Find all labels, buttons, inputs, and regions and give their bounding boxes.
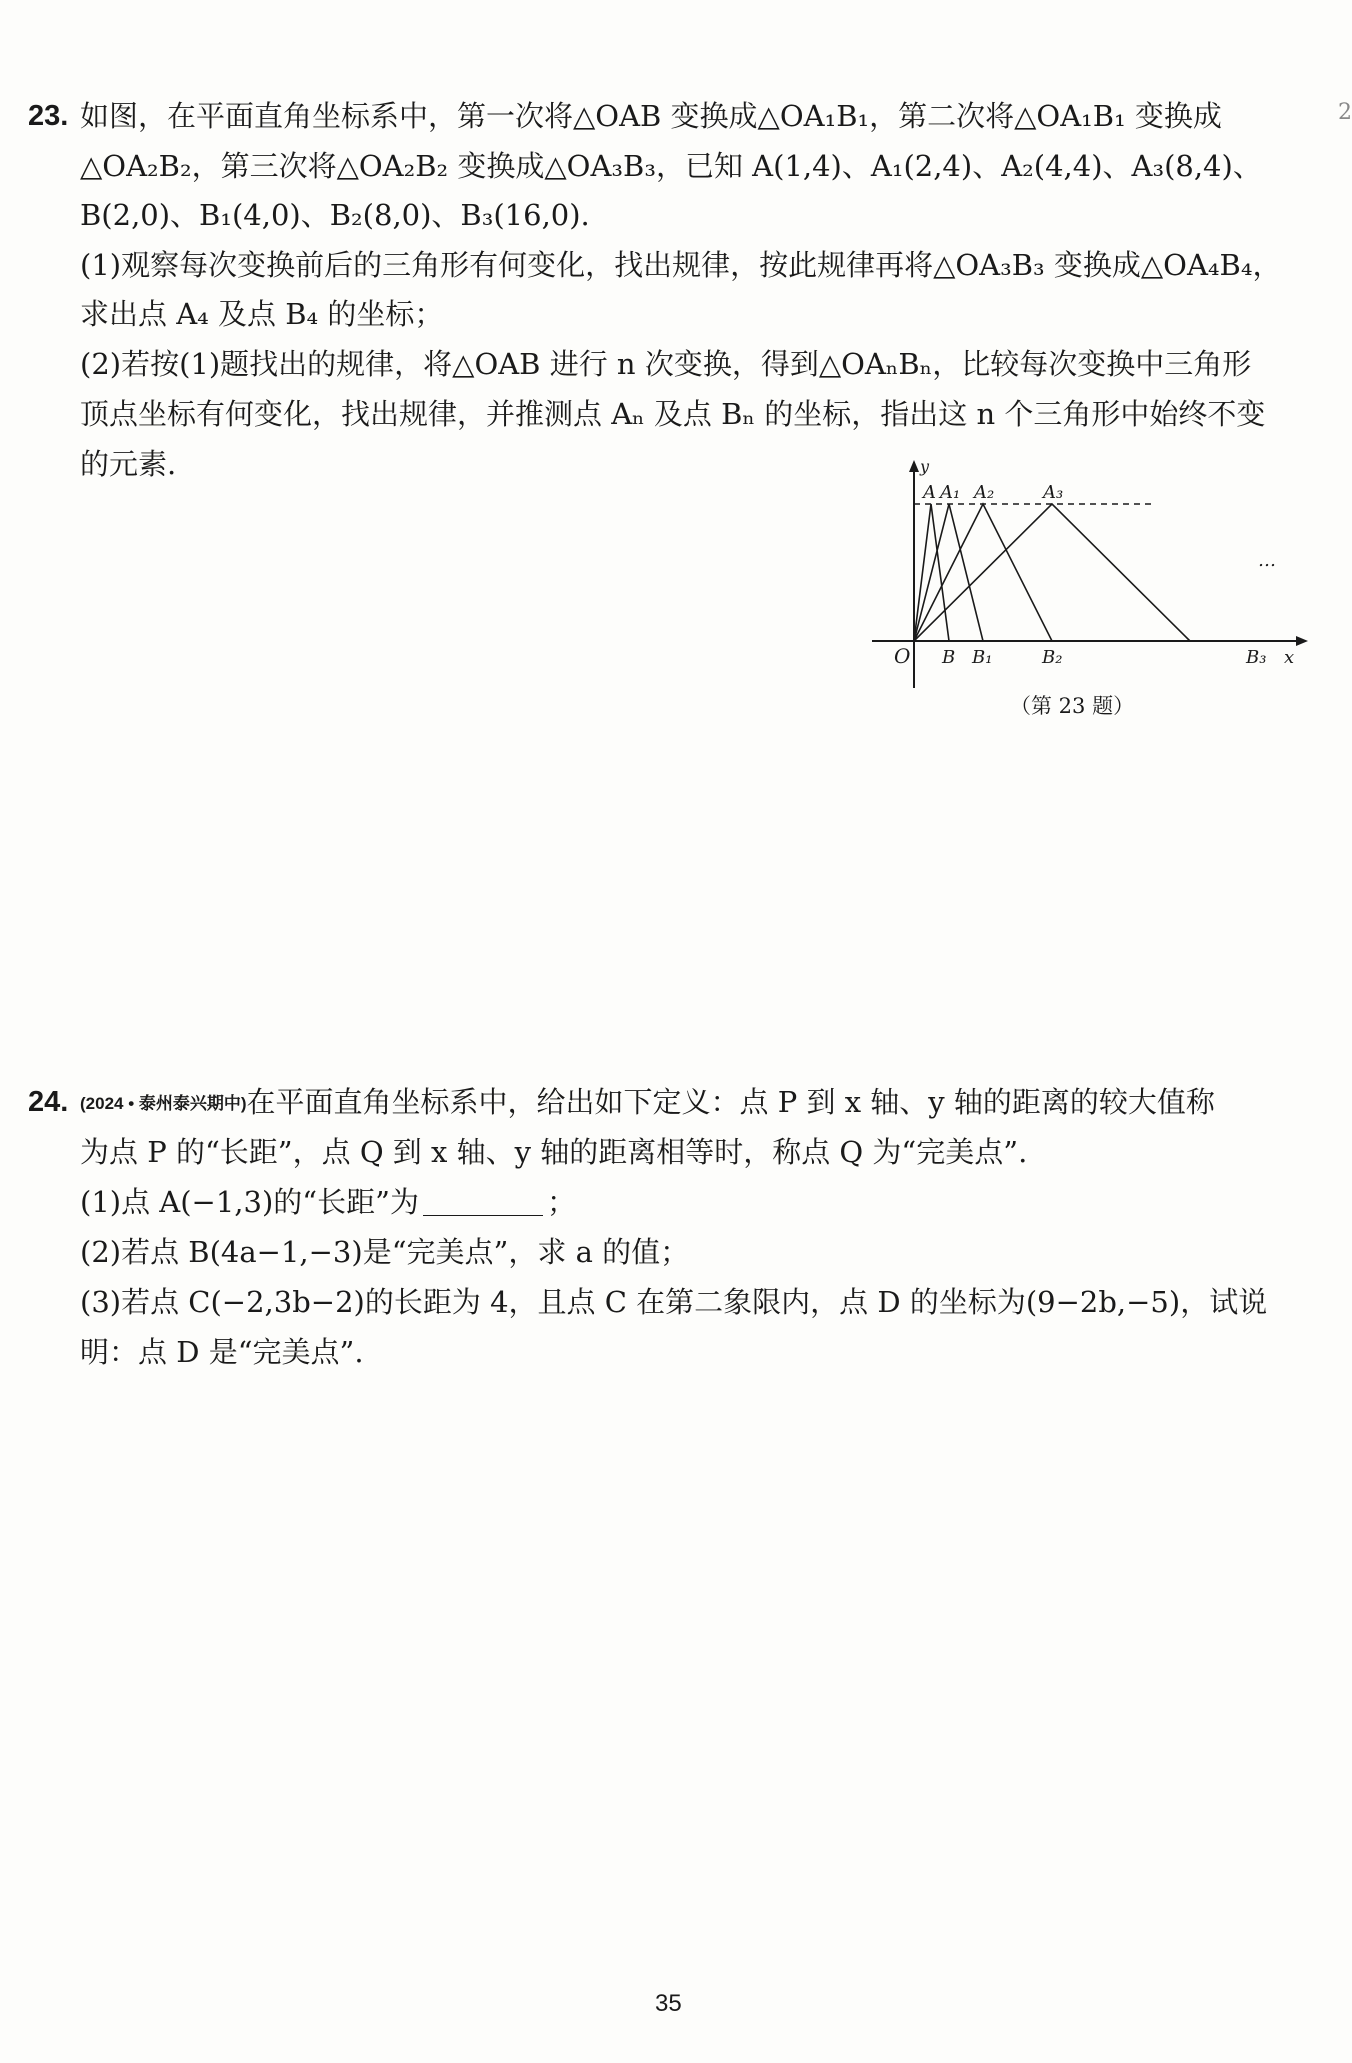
q23-part2-line-3: 的元素. (80, 447, 177, 481)
q23-line-3: B(2,0)、B₁(4,0)、B₂(8,0)、B₃(16,0). (80, 198, 590, 232)
q24-part2: (2)若点 B(4a−1,−3)是“完美点”，求 a 的值； (80, 1235, 690, 1269)
q23-line-2: △OA₂B₂，第三次将△OA₂B₂ 变换成△OA₃B₃，已知 A(1,4)、A₁(2,4)、A₂(4,4)、A₃(8,4)、 (80, 149, 1262, 183)
label-B2: B₂ (1042, 647, 1063, 668)
q24-part1-end: ； (546, 1185, 576, 1219)
q23-part1-line-2: 求出点 A₄ 及点 B₄ 的坐标； (80, 297, 444, 331)
label-B3: B₃ (1246, 647, 1267, 668)
label-A1: A₁ (940, 482, 961, 503)
q24-part3-line-1: (3)若点 C(−2,3b−2)的长距为 4，且点 C 在第二象限内，点 D 的坐标为(9−2b,−5)，试说 (80, 1285, 1268, 1319)
q23-part2-line-2: 顶点坐标有何变化，找出规律，并推测点 Aₙ 及点 Bₙ 的坐标，指出这 n 个三角形中始终不变 (80, 397, 1266, 431)
triangle-OA3B3 (914, 504, 1190, 641)
q24-line-1 (80, 1082, 1215, 1124)
q23-coordinate-figure (868, 458, 1313, 688)
y-axis-arrow (909, 460, 919, 472)
q23-line-1: 如图，在平面直角坐标系中，第一次将△OAB 变换成△OA₁B₁，第二次将△OA₁B₁ 变换成 (80, 99, 1222, 133)
answer-blank[interactable] (423, 1187, 543, 1216)
q24-part1-text: (1)点 A(−1,3)的“长距”为 (80, 1185, 419, 1219)
label-B1: B₁ (972, 647, 993, 668)
q24-part1 (80, 1182, 576, 1222)
label-ellipsis: … (1258, 550, 1276, 571)
page-number: 35 (655, 1990, 682, 2017)
x-axis-arrow (1296, 636, 1308, 646)
q23-part1-line-1: (1)观察每次变换前后的三角形有何变化，找出规律，按此规律再将△OA₃B₃ 变换成△OA₄B₄， (80, 248, 1282, 282)
q24-part3-line-2: 明：点 D 是“完美点”. (80, 1335, 364, 1369)
label-B: B (942, 647, 956, 668)
label-O: O (894, 644, 911, 668)
label-x: x (1284, 647, 1295, 668)
q24-line-2: 为点 P 的“长距”，点 Q 到 x 轴、y 轴的距离相等时，称点 Q 为“完美点”. (80, 1135, 1028, 1169)
q23-part2-line-1: (2)若按(1)题找出的规律，将△OAB 进行 n 次变换，得到△OAₙBₙ，比较每次变换中三角形 (80, 347, 1252, 381)
question-23-number: 23. (28, 100, 69, 132)
figure-caption: （第 23 题） (1010, 694, 1135, 718)
label-y: y (920, 457, 930, 476)
q24-source: (2024 • 泰州泰兴期中) (80, 1094, 247, 1113)
q24-line-1-text: 在平面直角坐标系中，给出如下定义：点 P 到 x 轴、y 轴的距离的较大值称 (246, 1085, 1215, 1119)
edge-character: 2 (1338, 100, 1352, 125)
question-24-number: 24. (28, 1086, 69, 1118)
label-A2: A₂ (974, 482, 995, 503)
label-A3: A₃ (1043, 482, 1064, 503)
label-A: A (923, 482, 936, 503)
